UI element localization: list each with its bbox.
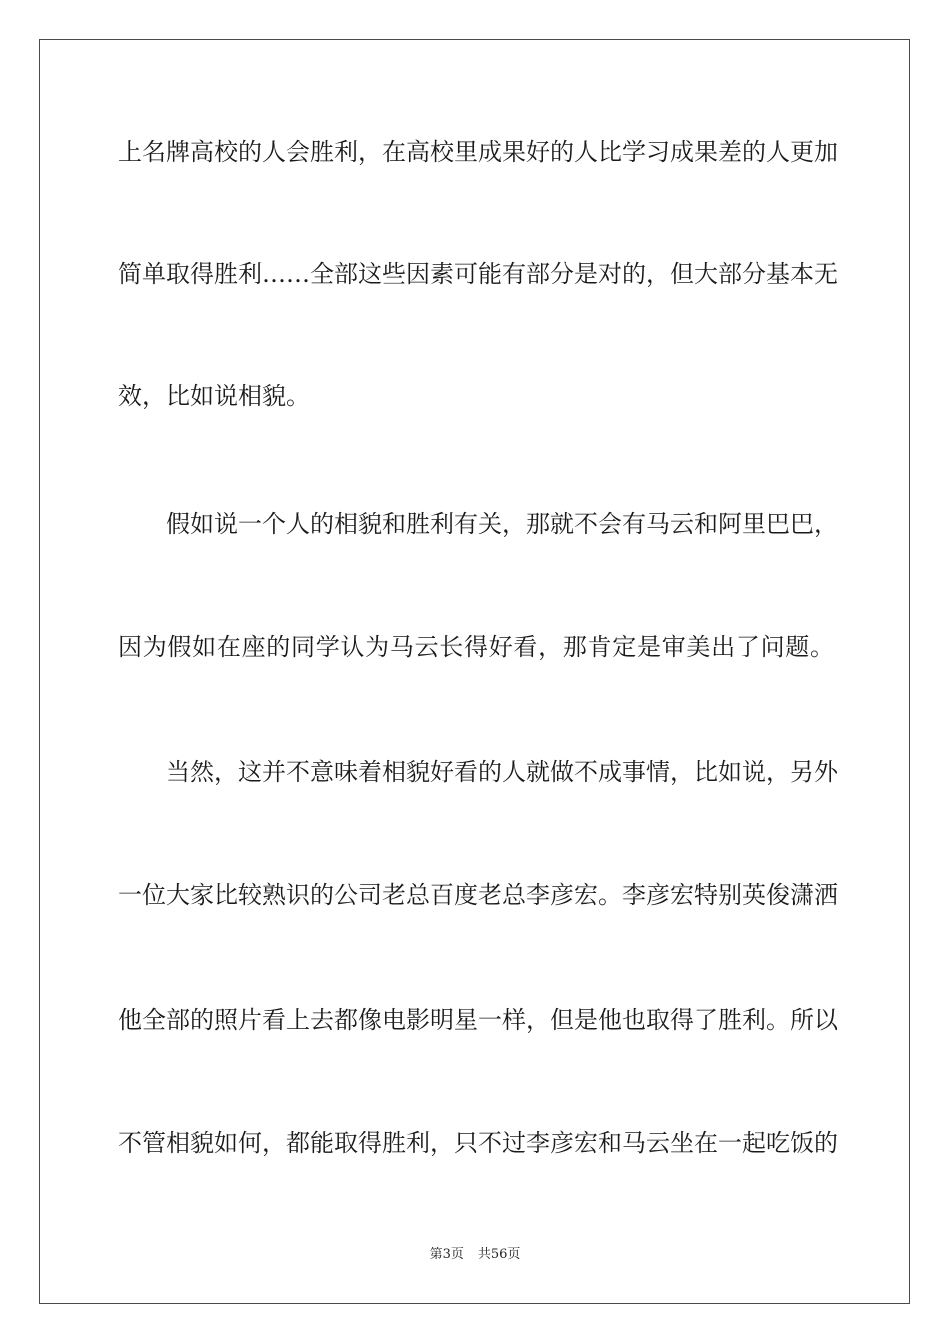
body-line-7: 一位大家比较熟识的公司老总百度老总李彦宏。李彦宏特别英俊潇洒 xyxy=(118,881,838,909)
body-line-6: 当然，这并不意味着相貌好看的人就做不成事情，比如说，另外 xyxy=(166,758,838,786)
page-footer xyxy=(0,1247,950,1263)
page-border xyxy=(39,39,910,1304)
body-line-9: 不管相貌如何，都能取得胜利，只不过李彦宏和马云坐在一起吃饭的 xyxy=(118,1129,838,1157)
page-total: 共56页 xyxy=(477,1247,521,1262)
page-number: 第3页 xyxy=(429,1247,464,1262)
body-line-8: 他全部的照片看上去都像电影明星一样，但是他也取得了胜利。所以 xyxy=(118,1006,838,1034)
body-line-3: 效，比如说相貌。 xyxy=(118,382,310,410)
body-line-4: 假如说一个人的相貌和胜利有关，那就不会有马云和阿里巴巴， xyxy=(166,510,838,538)
body-line-1: 上名牌高校的人会胜利，在高校里成果好的人比学习成果差的人更加 xyxy=(118,138,838,166)
body-line-2: 简单取得胜利……全部这些因素可能有部分是对的，但大部分基本无 xyxy=(118,260,838,288)
body-line-5: 因为假如在座的同学认为马云长得好看，那肯定是审美出了问题。 xyxy=(118,633,834,661)
